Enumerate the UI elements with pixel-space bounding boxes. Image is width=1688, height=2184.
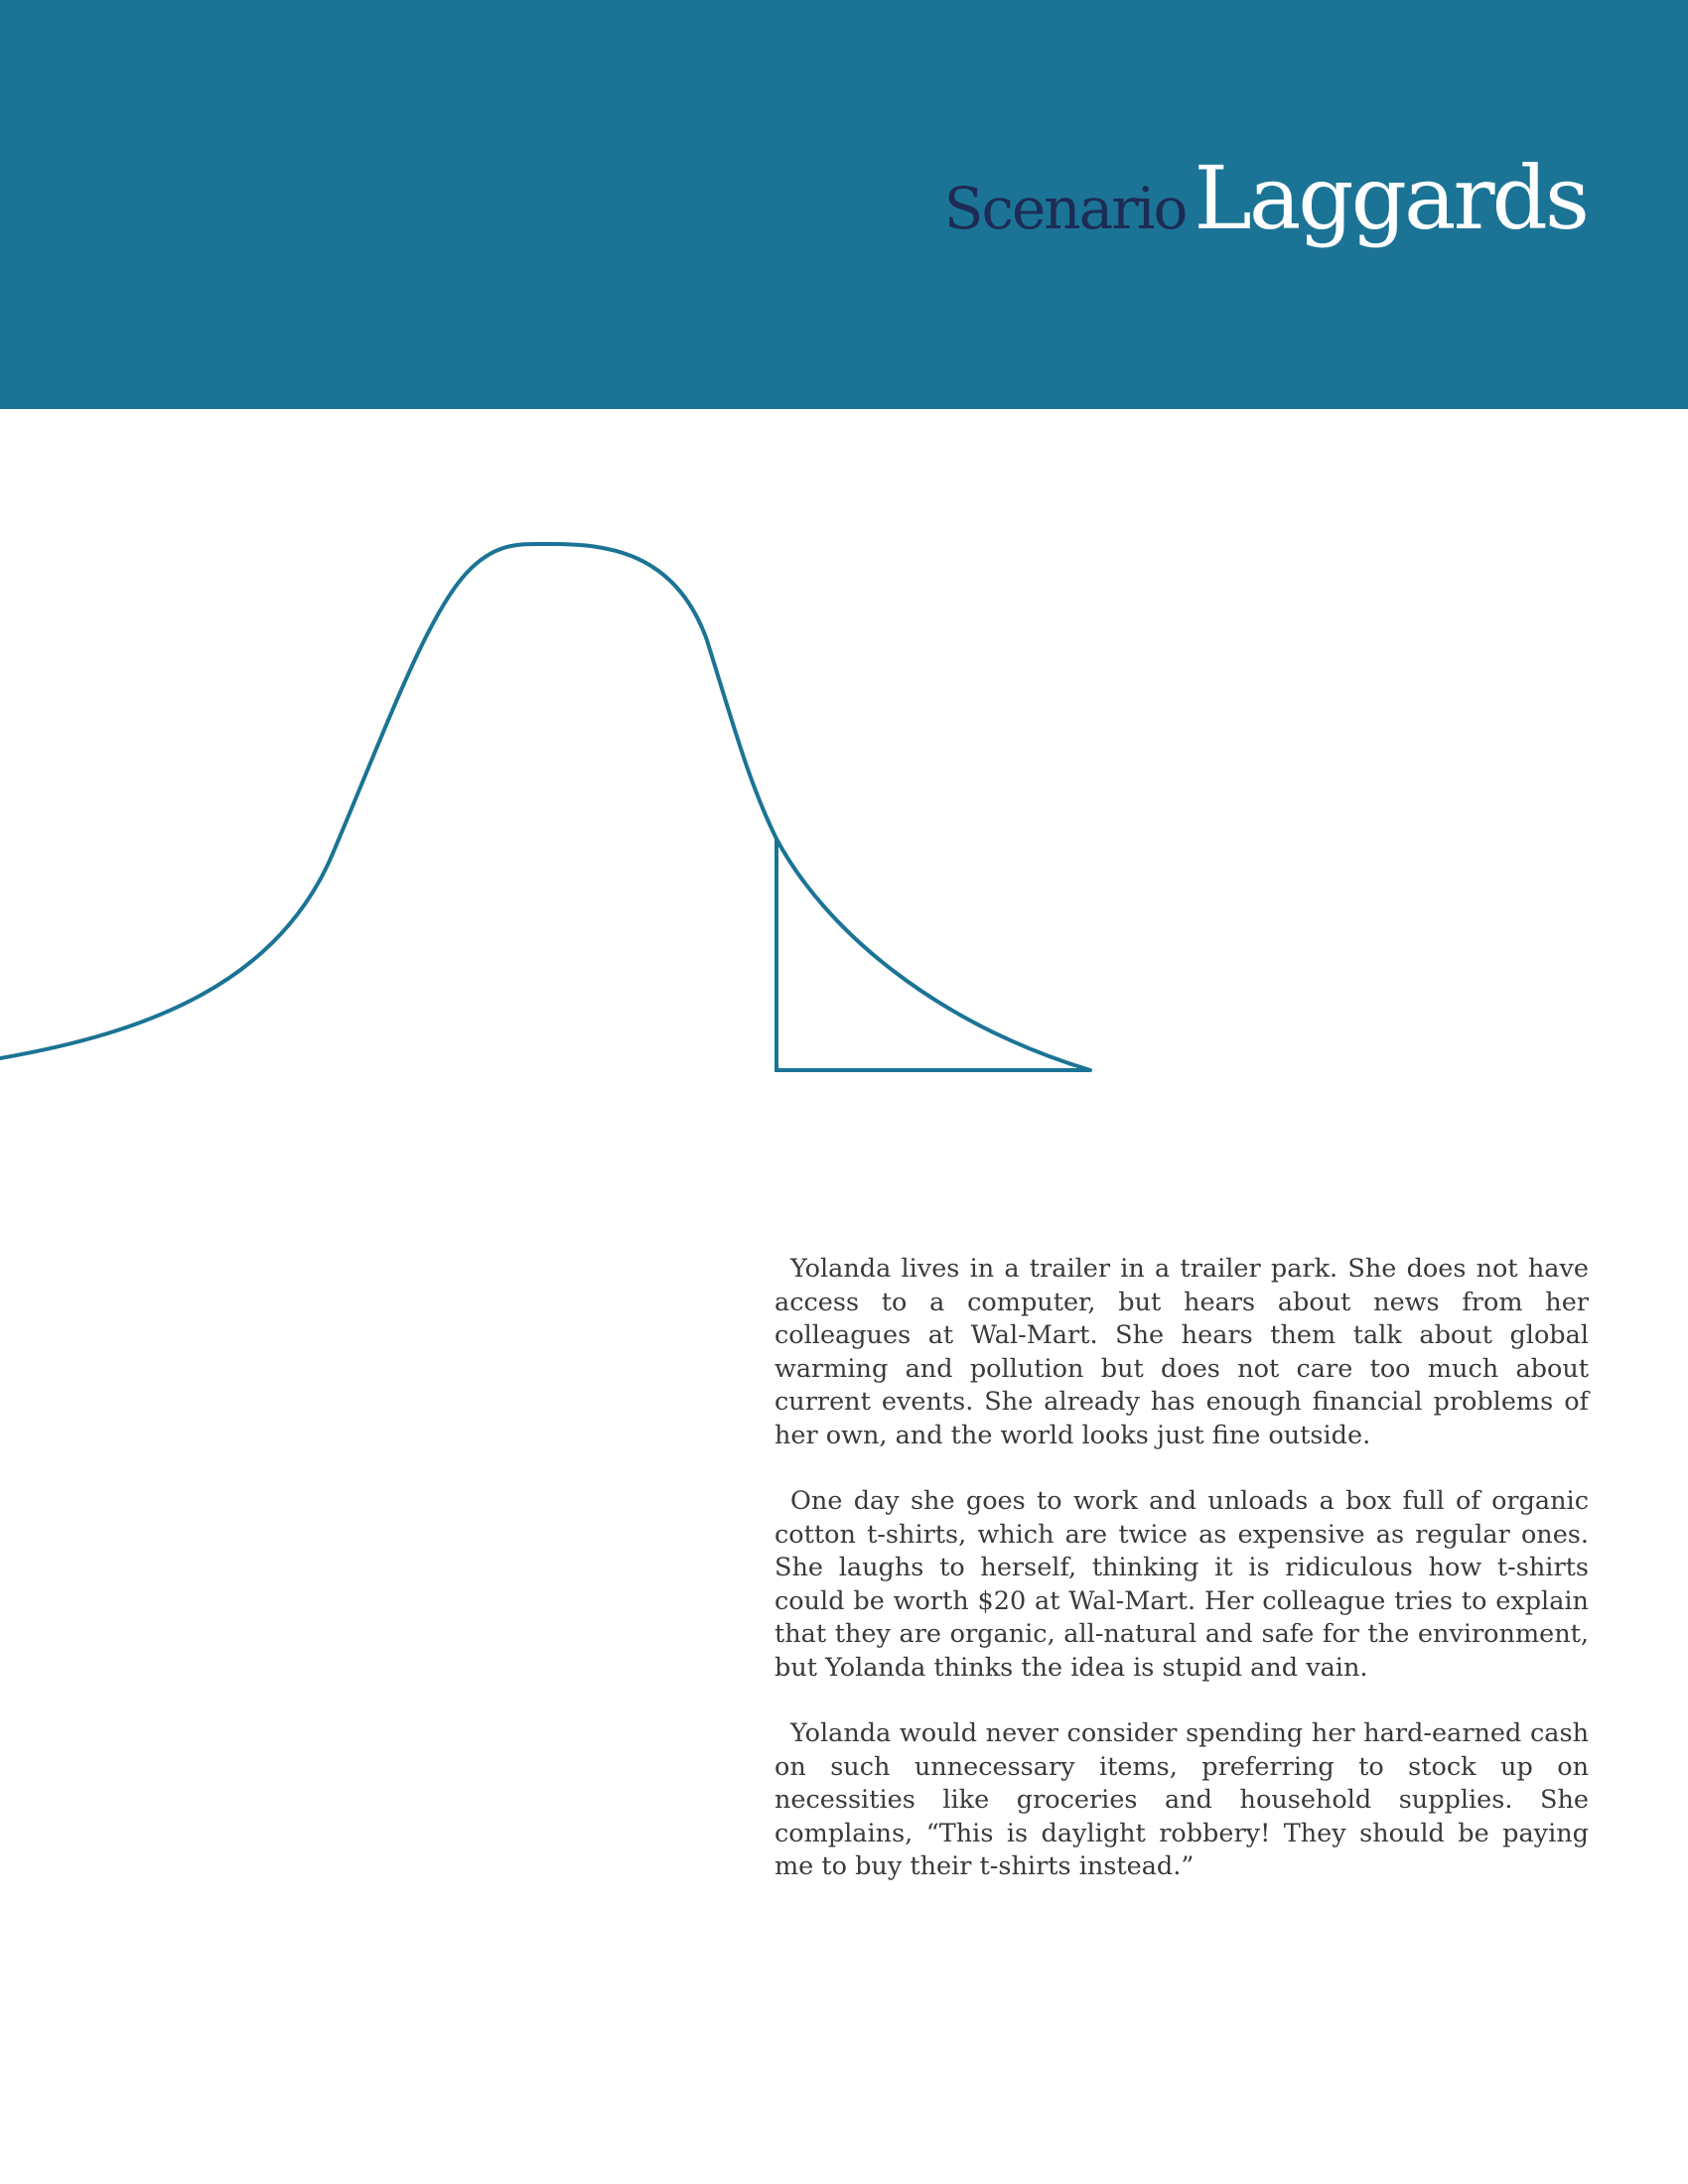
scenario-body [774, 1253, 1589, 1917]
header-band [0, 0, 1688, 409]
title-eyebrow: Scenario [943, 175, 1187, 242]
paragraph: Yolanda lives in a trailer in a trailer park. She does not have access to a computer, but hears about news from her colleagues at Wal-Mart. She hears them talk about global warming and pollution but does not care too much about current events. She already has enough financial problems of her own, and the world looks just fine outside. [774, 1254, 1589, 1450]
title-main: Laggards [1194, 147, 1587, 249]
bell-curve [0, 544, 1090, 1070]
paragraph: Yolanda would never consider spending her hard-earned cash on such unnecessary items, preferring to stock up on necessities like groceries and household supplies. She complains, “This is daylight robbery! They should be paying me to buy their t-shirts instead.” [774, 1718, 1589, 1881]
laggards-segment-outline [776, 839, 1090, 1070]
paragraph: One day she goes to work and unloads a box full of organic cotton t-shirts, which are twice as expensive as regular ones. She laughs to herself, thinking it is ridiculous how t-shirts could be worth $20 at Wal-Mart. Her colleague tries to explain that they are organic, all-natural and safe for the environment, but Yolanda thinks the idea is stupid and vain. [774, 1486, 1589, 1683]
adoption-curve-diagram [0, 417, 1688, 1112]
page-title [944, 147, 1587, 249]
